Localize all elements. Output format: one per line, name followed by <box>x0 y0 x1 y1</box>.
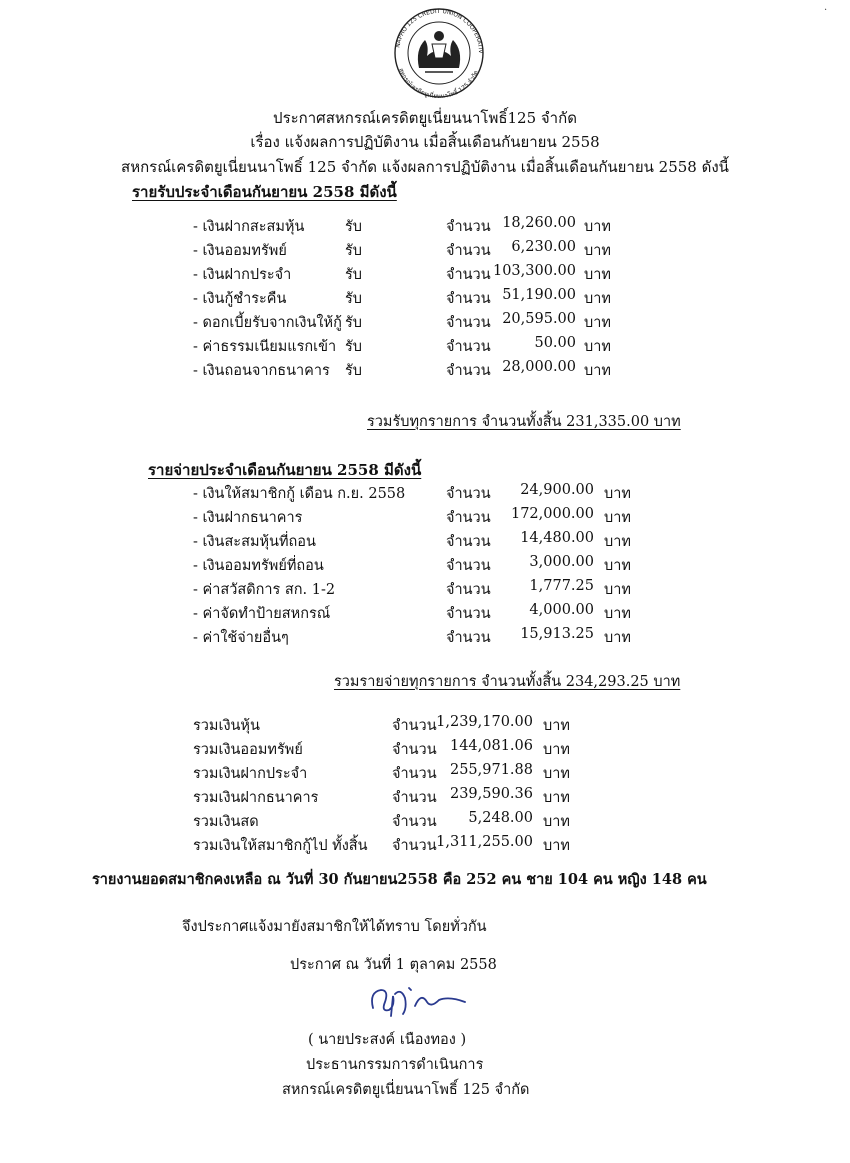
income-heading: รายรับประจำเดือนกันยายน 2558 มีดังนี้ <box>132 183 397 201</box>
expense-item-unit: บาท <box>604 534 631 550</box>
expense-row <box>0 506 850 528</box>
income-item-amount: 6,230.00 <box>511 239 576 255</box>
income-item-type: รับ <box>345 339 362 355</box>
income-amount-label: จำนวน <box>446 243 491 259</box>
summary-row <box>0 714 850 736</box>
expense-item-unit: บาท <box>604 606 631 622</box>
seal-ring-top: NAPHO 125 CREDIT UNION COOPERATIV <box>394 7 485 54</box>
cooperative-seal <box>385 6 493 100</box>
income-item-type: รับ <box>345 363 362 379</box>
income-item-unit: บาท <box>584 315 611 331</box>
summary-item-amount: 1,311,255.00 <box>436 834 533 850</box>
summary-item-amount: 239,590.36 <box>449 786 533 802</box>
income-item-label: - ค่าธรรมเนียมแรกเข้า <box>193 339 337 355</box>
income-item-unit: บาท <box>584 267 611 283</box>
income-row <box>0 239 850 261</box>
income-item-unit: บาท <box>584 291 611 307</box>
income-item-amount: 18,260.00 <box>502 215 576 231</box>
summary-amount-label: จำนวน <box>392 742 437 758</box>
summary-item-unit: บาท <box>543 814 570 830</box>
expense-amount-label: จำนวน <box>446 486 491 502</box>
income-amount-label: จำนวน <box>446 315 491 331</box>
expense-item-amount: 4,000.00 <box>529 602 594 618</box>
income-item-type: รับ <box>345 267 362 283</box>
income-item-type: รับ <box>345 219 362 235</box>
members-report: รายงานยอดสมาชิกคงเหลือ ณ วันที่ 30 กันยายน2558 คือ 252 คน ชาย 104 คน หญิง 148 คน <box>92 871 707 888</box>
closing-statement: จึงประกาศแจ้งมายังสมาชิกให้ได้ทราบ โดยทั่วกัน <box>182 919 487 935</box>
expense-item-label: - ค่าจัดทำป้ายสหกรณ์ <box>193 606 331 622</box>
income-total: รวมรับทุกรายการ จำนวนทั้งสิ้น 231,335.00 บาท <box>367 414 681 430</box>
summary-row <box>0 738 850 760</box>
income-row <box>0 335 850 357</box>
income-amount-label: จำนวน <box>446 363 491 379</box>
expense-row <box>0 602 850 624</box>
expense-item-amount: 15,913.25 <box>520 626 594 642</box>
expense-item-unit: บาท <box>604 630 631 646</box>
expense-item-unit: บาท <box>604 510 631 526</box>
income-item-type: รับ <box>345 315 362 331</box>
expense-heading: รายจ่ายประจำเดือนกันยายน 2558 มีดังนี้ <box>148 461 422 479</box>
income-item-amount: 28,000.00 <box>502 359 576 375</box>
income-item-label: - ดอกเบี้ยรับจากเงินให้กู้ <box>193 315 342 331</box>
summary-item-unit: บาท <box>543 766 570 782</box>
summary-row <box>0 834 850 856</box>
expense-item-amount: 1,777.25 <box>529 578 594 594</box>
summary-amount-label: จำนวน <box>392 718 437 734</box>
summary-item-unit: บาท <box>543 718 570 734</box>
income-item-label: - เงินถอนจากธนาคาร <box>193 363 330 379</box>
summary-amount-label: จำนวน <box>392 838 437 854</box>
income-item-amount: 20,595.00 <box>502 311 576 327</box>
expense-amount-label: จำนวน <box>446 534 491 550</box>
summary-item-amount: 1,239,170.00 <box>436 714 533 730</box>
summary-row <box>0 810 850 832</box>
summary-item-unit: บาท <box>543 838 570 854</box>
expense-item-label: - เงินฝากธนาคาร <box>193 510 303 526</box>
document-title: ประกาศสหกรณ์เครดิตยูเนี่ยนนาโพธิ์125 จำกัด <box>273 109 577 127</box>
expense-amount-label: จำนวน <box>446 558 491 574</box>
income-item-unit: บาท <box>584 243 611 259</box>
summary-item-label: รวมเงินหุ้น <box>193 718 260 734</box>
income-item-unit: บาท <box>584 363 611 379</box>
summary-item-label: รวมเงินสด <box>193 814 259 830</box>
summary-amount-label: จำนวน <box>392 814 437 830</box>
summary-item-amount: 144,081.06 <box>449 738 533 754</box>
expense-item-unit: บาท <box>604 486 631 502</box>
expense-amount-label: จำนวน <box>446 630 491 646</box>
expense-row <box>0 482 850 504</box>
summary-row <box>0 762 850 784</box>
income-amount-label: จำนวน <box>446 267 491 283</box>
income-item-label: - เงินฝากสะสมหุ้น <box>193 219 305 235</box>
summary-item-unit: บาท <box>543 742 570 758</box>
expense-row <box>0 578 850 600</box>
summary-item-label: รวมเงินให้สมาชิกกู้ไป ทั้งสิ้น <box>193 838 368 854</box>
expense-item-amount: 14,480.00 <box>520 530 594 546</box>
expense-item-label: - ค่าใช้จ่ายอื่นๆ <box>193 630 289 646</box>
income-item-type: รับ <box>345 243 362 259</box>
income-item-unit: บาท <box>584 219 611 235</box>
expense-row <box>0 530 850 552</box>
income-row <box>0 263 850 285</box>
expense-item-amount: 172,000.00 <box>510 506 594 522</box>
summary-amount-label: จำนวน <box>392 790 437 806</box>
summary-row <box>0 786 850 808</box>
income-row <box>0 287 850 309</box>
summary-item-label: รวมเงินฝากธนาคาร <box>193 790 319 806</box>
summary-amount-label: จำนวน <box>392 766 437 782</box>
summary-item-label: รวมเงินฝากประจำ <box>193 766 308 782</box>
summary-item-amount: 255,971.88 <box>449 762 533 778</box>
document-subject: เรื่อง แจ้งผลการปฏิบัติงาน เมื่อสิ้นเดือนกันยายน 2558 <box>250 133 600 151</box>
expense-total: รวมรายจ่ายทุกรายการ จำนวนทั้งสิ้น 234,293.25 บาท <box>334 674 681 690</box>
document-intro: สหกรณ์เครดิตยูเนี่ยนนาโพธิ์ 125 จำกัด แจ้งผลการปฏิบัติงาน เมื่อสิ้นเดือนกันยายน 2558 ดังนี้ <box>121 158 729 176</box>
income-amount-label: จำนวน <box>446 291 491 307</box>
income-item-label: - เงินฝากประจำ <box>193 267 292 283</box>
expense-row <box>0 554 850 576</box>
income-item-amount: 50.00 <box>534 335 576 351</box>
income-row <box>0 215 850 237</box>
summary-item-unit: บาท <box>543 790 570 806</box>
expense-item-label: - เงินให้สมาชิกกู้ เดือน ก.ย. 2558 <box>193 486 406 502</box>
expense-row <box>0 626 850 648</box>
expense-item-amount: 3,000.00 <box>529 554 594 570</box>
signature <box>365 978 475 1022</box>
expense-amount-label: จำนวน <box>446 582 491 598</box>
income-item-amount: 103,300.00 <box>492 263 576 279</box>
expense-item-unit: บาท <box>604 558 631 574</box>
expense-item-unit: บาท <box>604 582 631 598</box>
expense-item-label: - เงินสะสมหุ้นที่ถอน <box>193 534 316 550</box>
expense-amount-label: จำนวน <box>446 606 491 622</box>
expense-item-label: - เงินออมทรัพย์ที่ถอน <box>193 558 324 574</box>
announce-date: ประกาศ ณ วันที่ 1 ตุลาคม 2558 <box>290 957 497 973</box>
signer-position: ประธานกรรมการดำเนินการ <box>306 1057 484 1073</box>
income-item-unit: บาท <box>584 339 611 355</box>
income-row <box>0 359 850 381</box>
signer-name: ( นายประสงค์ เนืองทอง ) <box>308 1032 467 1048</box>
corner-mark: . <box>824 2 828 13</box>
seal-ring-bottom: สหกรณ์เครดิตยูเนี่ยนนาโพธิ์ 125 จำกัด <box>397 67 480 100</box>
income-item-type: รับ <box>345 291 362 307</box>
summary-item-label: รวมเงินออมทรัพย์ <box>193 742 303 758</box>
expense-item-amount: 24,900.00 <box>520 482 594 498</box>
expense-amount-label: จำนวน <box>446 510 491 526</box>
income-item-label: - เงินออมทรัพย์ <box>193 243 287 259</box>
income-row <box>0 311 850 333</box>
summary-item-amount: 5,248.00 <box>468 810 533 826</box>
income-item-amount: 51,190.00 <box>502 287 576 303</box>
income-amount-label: จำนวน <box>446 219 491 235</box>
expense-item-label: - ค่าสวัสดิการ สก. 1-2 <box>193 582 336 598</box>
income-item-label: - เงินกู้ชำระคืน <box>193 291 287 307</box>
signer-organization: สหกรณ์เครดิตยูเนี่ยนนาโพธิ์ 125 จำกัด <box>282 1082 530 1098</box>
income-amount-label: จำนวน <box>446 339 491 355</box>
